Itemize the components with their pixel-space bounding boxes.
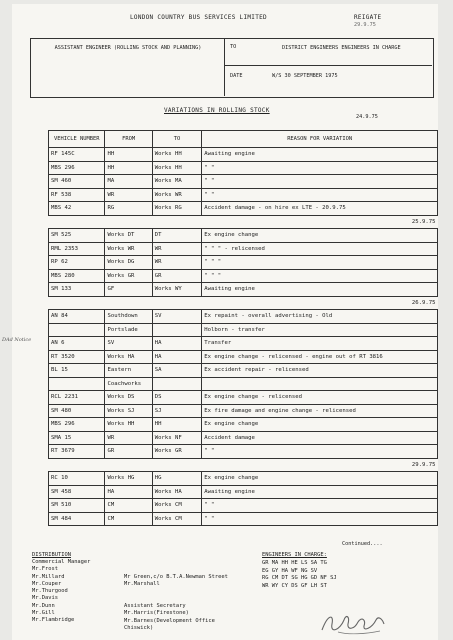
cell-from: RG bbox=[105, 202, 152, 216]
cell-reason: Awaiting engine bbox=[202, 283, 438, 297]
table-row bbox=[49, 499, 438, 513]
distribution-name: Assistant Secretary bbox=[124, 603, 186, 610]
cell-from: Works WR bbox=[105, 242, 152, 256]
distribution-name: Mr.Dunn bbox=[32, 602, 55, 609]
date-row bbox=[49, 296, 438, 310]
cell-vehicle bbox=[49, 323, 105, 337]
cell-to: WR bbox=[152, 256, 202, 270]
date-cell: 25.9.75 bbox=[49, 215, 438, 229]
table-row bbox=[49, 350, 438, 364]
stamp-date: 29.9.75 bbox=[354, 22, 376, 28]
engineer-codes-row: EG GY HA WF NG SV bbox=[262, 567, 318, 574]
cell-from: MA bbox=[105, 175, 152, 189]
cell-vehicle: MBS 42 bbox=[49, 202, 105, 216]
table-row bbox=[49, 310, 438, 324]
cell-to bbox=[152, 377, 202, 391]
distribution-name: Mr.Frost bbox=[32, 566, 58, 573]
engineer-codes-row: WR WY CY DS GF LH ST bbox=[262, 582, 327, 589]
cell-reason: " " " bbox=[202, 269, 438, 283]
distribution-name: Mr.Barnes(Development Office bbox=[124, 617, 215, 624]
distribution-name: Mr.Harris(Firestone) bbox=[124, 610, 189, 617]
cell-to: Works HH bbox=[152, 161, 202, 175]
cell-reason: " " " - relicensed bbox=[202, 242, 438, 256]
table-row bbox=[49, 472, 438, 486]
cell-from: Works HH bbox=[105, 418, 152, 432]
distribution-name: Mr.Millard bbox=[32, 573, 65, 580]
date-cell: 29.9.75 bbox=[49, 458, 438, 472]
date-cell: 26.9.75 bbox=[49, 296, 438, 310]
to-label: TO bbox=[230, 44, 237, 50]
cell-vehicle: SM 525 bbox=[49, 229, 105, 243]
cell-reason: Ex engine change bbox=[202, 418, 438, 432]
cell-to: Works GR bbox=[152, 445, 202, 459]
cell-vehicle: SM 458 bbox=[49, 485, 105, 499]
cell-vehicle: RF 538 bbox=[49, 188, 105, 202]
distribution-heading: DISTRIBUTION bbox=[32, 552, 71, 558]
table-row bbox=[49, 175, 438, 189]
cell-vehicle: SM 460 bbox=[49, 175, 105, 189]
distribution-name: Mr.Flambridge bbox=[32, 617, 75, 624]
cell-vehicle: RF 145C bbox=[49, 148, 105, 162]
cell-from: Southdown bbox=[105, 310, 152, 324]
cell-from: Works GR bbox=[105, 269, 152, 283]
col-reason: REASON FOR VARIATION bbox=[202, 131, 438, 148]
cell-reason: Ex engine change bbox=[202, 472, 438, 486]
cell-to: Works HA bbox=[152, 485, 202, 499]
cell-reason: Ex engine change - relicensed bbox=[202, 391, 438, 405]
cell-reason: Accident damage bbox=[202, 431, 438, 445]
document-page bbox=[2, 4, 438, 640]
cell-to: Works WY bbox=[152, 283, 202, 297]
from-title: ASSISTANT ENGINEER (ROLLING STOCK AND PLANNING) bbox=[54, 45, 202, 51]
cell-from: Works HG bbox=[105, 472, 152, 486]
continued-label: Continued.... bbox=[342, 541, 383, 547]
cell-to: DS bbox=[152, 391, 202, 405]
cell-from: Works HA bbox=[105, 350, 152, 364]
distribution-name: Mr.Marshall bbox=[124, 581, 160, 588]
cell-vehicle: RC 10 bbox=[49, 472, 105, 486]
table-row bbox=[49, 391, 438, 405]
table-row bbox=[49, 148, 438, 162]
cell-from: HH bbox=[105, 148, 152, 162]
date-row bbox=[49, 458, 438, 472]
table-row bbox=[49, 323, 438, 337]
distribution-name: Mr.Davis bbox=[32, 595, 58, 602]
table-row bbox=[49, 485, 438, 499]
company-name: LONDON COUNTRY BUS SERVICES LIMITED bbox=[130, 14, 267, 21]
signature bbox=[318, 610, 388, 638]
cell-reason: " " bbox=[202, 188, 438, 202]
date-row bbox=[49, 215, 438, 229]
cell-to bbox=[152, 323, 202, 337]
cell-reason: Awaiting engine bbox=[202, 148, 438, 162]
document-title: VARIATIONS IN ROLLING STOCK bbox=[164, 107, 270, 114]
cell-to: Works CM bbox=[152, 499, 202, 513]
table-row bbox=[49, 188, 438, 202]
cell-reason: Ex engine change bbox=[202, 229, 438, 243]
engineers-heading: ENGINEERS IN CHARGE: bbox=[262, 552, 327, 558]
location: REIGATE bbox=[354, 14, 382, 21]
cell-vehicle: SM 133 bbox=[49, 283, 105, 297]
distribution-left bbox=[32, 559, 90, 625]
table-row bbox=[49, 283, 438, 297]
cell-reason: " " " bbox=[202, 256, 438, 270]
table-row bbox=[49, 404, 438, 418]
cell-reason: Holborn - transfer bbox=[202, 323, 438, 337]
cell-from: WR bbox=[105, 431, 152, 445]
table-row bbox=[49, 431, 438, 445]
cell-reason: " " bbox=[202, 499, 438, 513]
cell-reason: Ex engine change - relicensed - engine out of RT 3816 bbox=[202, 350, 438, 364]
cell-from: SV bbox=[105, 337, 152, 351]
distribution-name: Mr.Thurgood bbox=[32, 588, 68, 595]
cell-from: Works DS bbox=[105, 391, 152, 405]
cell-from: GF bbox=[105, 283, 152, 297]
cell-from: Eastern bbox=[105, 364, 152, 378]
cell-reason bbox=[202, 377, 438, 391]
cell-vehicle: SM 484 bbox=[49, 512, 105, 526]
cell-vehicle: MBS 280 bbox=[49, 269, 105, 283]
engineers-codes bbox=[262, 560, 337, 590]
cell-reason: " " bbox=[202, 445, 438, 459]
cell-from: Coachworks bbox=[105, 377, 152, 391]
cell-to: HG bbox=[152, 472, 202, 486]
cell-to: DT bbox=[152, 229, 202, 243]
distribution-right bbox=[124, 574, 228, 632]
date-value: W/S 30 SEPTEMBER 1975 bbox=[272, 73, 338, 79]
table-row bbox=[49, 229, 438, 243]
cell-reason: Transfer bbox=[202, 337, 438, 351]
cell-vehicle bbox=[49, 377, 105, 391]
distribution-name bbox=[124, 589, 228, 596]
cell-to: HA bbox=[152, 350, 202, 364]
table-row bbox=[49, 269, 438, 283]
cell-to: SA bbox=[152, 364, 202, 378]
table-row bbox=[49, 256, 438, 270]
cell-to: Works RG bbox=[152, 202, 202, 216]
cell-from: CM bbox=[105, 499, 152, 513]
cell-to: SJ bbox=[152, 404, 202, 418]
cell-vehicle: AN 6 bbox=[49, 337, 105, 351]
distribution-name: Mr.Gill bbox=[32, 610, 55, 617]
table-row bbox=[49, 418, 438, 432]
to-recipients: DISTRICT ENGINEERS ENGINEERS IN CHARGE bbox=[282, 45, 401, 51]
cell-to: Works HH bbox=[152, 148, 202, 162]
cell-from: Works DG bbox=[105, 256, 152, 270]
cell-from: WR bbox=[105, 188, 152, 202]
cell-vehicle: RP 62 bbox=[49, 256, 105, 270]
margin-note: DAd Notice bbox=[2, 337, 32, 343]
cell-to: Works NF bbox=[152, 431, 202, 445]
col-vehicle: VEHICLE NUMBER bbox=[49, 131, 105, 148]
cell-vehicle: AN 84 bbox=[49, 310, 105, 324]
table-row bbox=[49, 337, 438, 351]
cell-vehicle: RT 3679 bbox=[49, 445, 105, 459]
table-row bbox=[49, 512, 438, 526]
engineer-codes-row: GR MA HH HE LS SA TG bbox=[262, 560, 327, 566]
distribution-name: Chiswick) bbox=[124, 625, 154, 632]
table-row bbox=[49, 445, 438, 459]
cell-reason: Ex accident repair - relicensed bbox=[202, 364, 438, 378]
cell-from: Works SJ bbox=[105, 404, 152, 418]
cell-vehicle: SMA 15 bbox=[49, 431, 105, 445]
engineer-codes-row: RG CM DT SG HG GD NF SJ bbox=[262, 575, 337, 582]
cell-from: GR bbox=[105, 445, 152, 459]
cell-vehicle: RCL 2231 bbox=[49, 391, 105, 405]
table-row bbox=[49, 364, 438, 378]
cell-reason: Ex fire damage and engine change - relicensed bbox=[202, 404, 438, 418]
cell-vehicle: RT 3520 bbox=[49, 350, 105, 364]
distribution-name: Mr.Couper bbox=[32, 580, 62, 587]
table-row bbox=[49, 161, 438, 175]
cell-vehicle: BL 15 bbox=[49, 364, 105, 378]
table-row bbox=[49, 242, 438, 256]
cell-from: CM bbox=[105, 512, 152, 526]
cell-vehicle: SM 510 bbox=[49, 499, 105, 513]
distribution-name: Mr Green,c/o B.T.A.Newman Street bbox=[124, 574, 228, 580]
col-from: FROM bbox=[105, 131, 152, 148]
variations-table bbox=[48, 130, 438, 526]
distribution-name bbox=[124, 596, 228, 603]
cell-reason: " " bbox=[202, 175, 438, 189]
cell-to: Works MA bbox=[152, 175, 202, 189]
date-label: DATE bbox=[230, 73, 243, 79]
cell-to: HA bbox=[152, 337, 202, 351]
first-date-label: 24.9.75 bbox=[356, 114, 378, 120]
cell-vehicle: MBS 296 bbox=[49, 418, 105, 432]
cell-reason: " " bbox=[202, 161, 438, 175]
cell-to: HH bbox=[152, 418, 202, 432]
cell-reason: Accident damage - on hire ex LTE - 20.9.75 bbox=[202, 202, 438, 216]
table-row bbox=[49, 377, 438, 391]
cell-from: Portslade bbox=[105, 323, 152, 337]
cell-to: Works WR bbox=[152, 188, 202, 202]
cell-reason: " " bbox=[202, 512, 438, 526]
cell-vehicle: SM 480 bbox=[49, 404, 105, 418]
cell-from: Works DT bbox=[105, 229, 152, 243]
cell-vehicle: RML 2353 bbox=[49, 242, 105, 256]
col-to: TO bbox=[152, 131, 202, 148]
cell-from: HA bbox=[105, 485, 152, 499]
distribution-name: Commercial Manager bbox=[32, 559, 91, 565]
cell-to: Works CM bbox=[152, 512, 202, 526]
cell-vehicle: MBS 296 bbox=[49, 161, 105, 175]
cell-to: SV bbox=[152, 310, 202, 324]
cell-reason: Awaiting engine bbox=[202, 485, 438, 499]
cell-reason: Ex repaint - overall advertising - Old bbox=[202, 310, 438, 324]
cell-to: WR bbox=[152, 242, 202, 256]
table-row bbox=[49, 202, 438, 216]
cell-to: GR bbox=[152, 269, 202, 283]
cell-from: HH bbox=[105, 161, 152, 175]
